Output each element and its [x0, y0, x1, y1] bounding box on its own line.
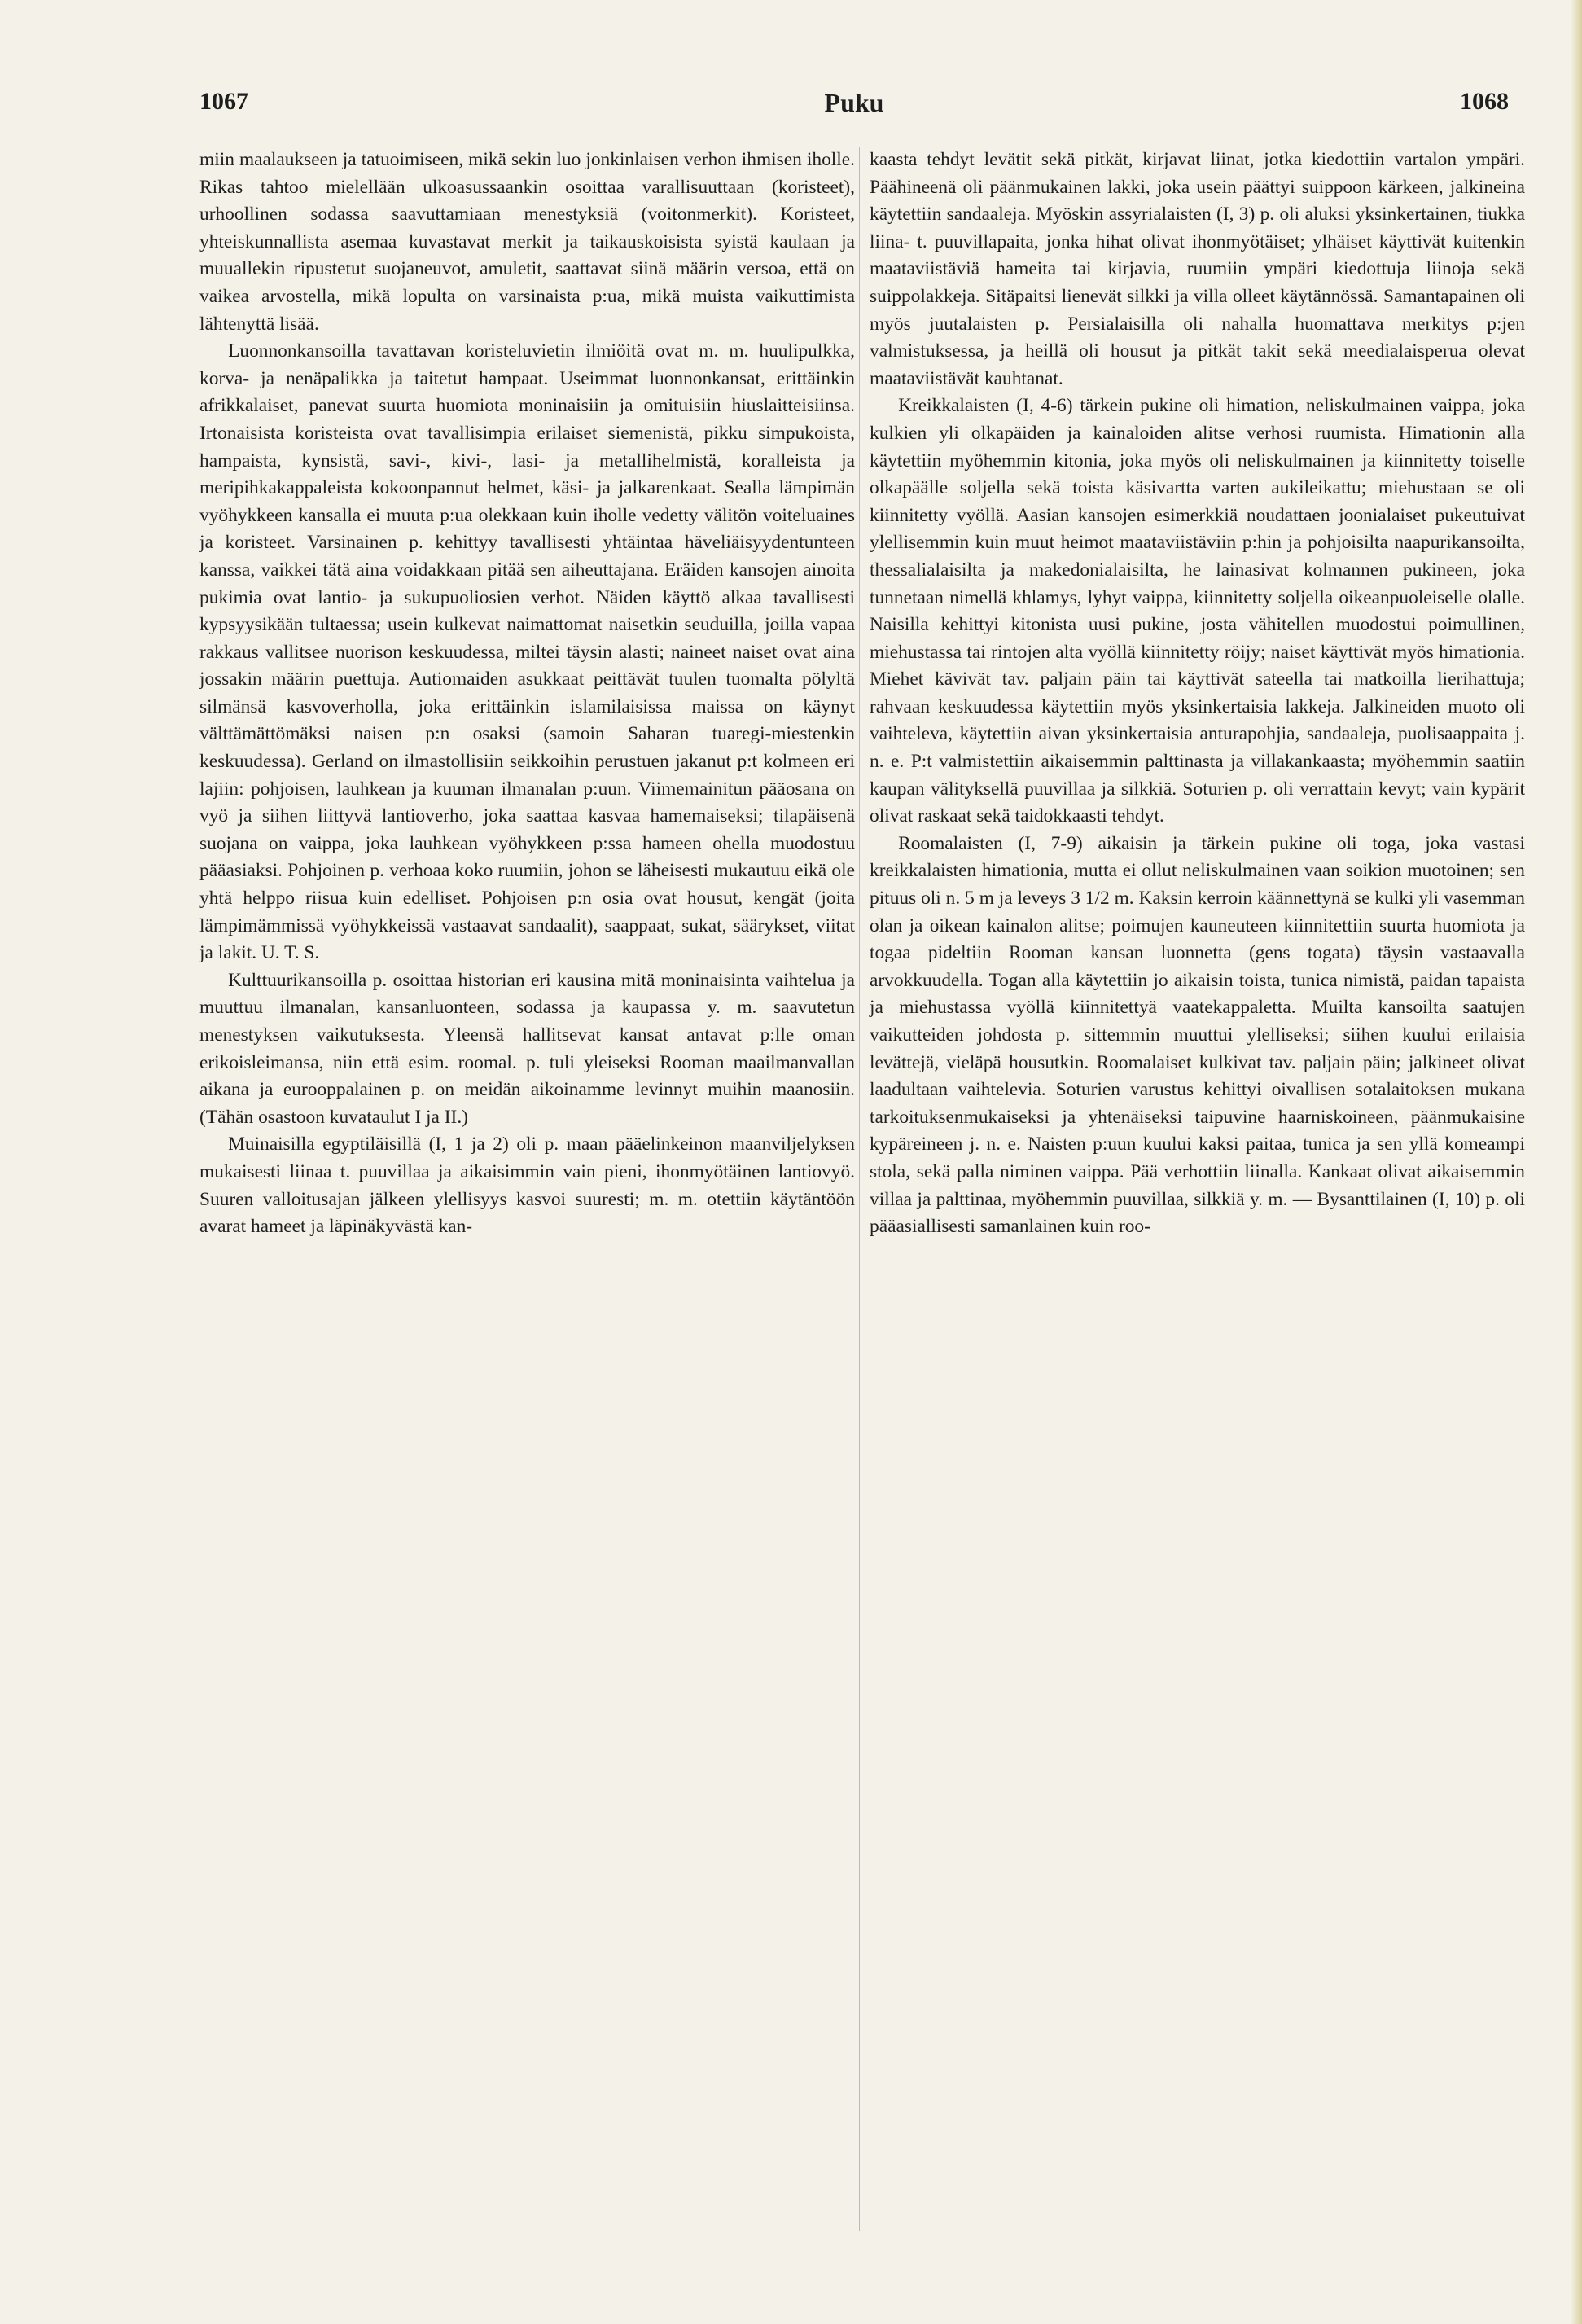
paragraph: Muinaisilla egyptiläisillä (I, 1 ja 2) oli p. maan pääelinkeinon maanviljelyksen mukaisesti liinaa t. puuvillaa ja aikaisimmin vain pieni, ihonmyötäinen lantiovyö. Suuren valloitusajan jälkeen ylellisyys kasvoi suuresti; m. m. otettiin käytäntöön avarat hameet ja läpinäkyvästä kan- — [199, 1133, 855, 1238]
page-header — [199, 88, 1509, 124]
paragraph: Roomalaisten (I, 7-9) aikaisin ja tärkein pukine oli toga, joka vastasi kreikkalaisten himationia, mutta ei ollut neliskulmainen vaan soikion muotoinen; sen pituus oli n. 5 m ja leveys 3 1/2 m. Kaksin kerroin käännettynä se kulki yli vasemman olan ja oikean kainalon alitse; poimujen kauneuteen kiinnitettiin suurta huomiota ja togaa pideltiin Rooman kansan luonnetta (gens togata) täysin vastaavalla arvokkuudella. Togan alla käytettiin jo aikaisin toista, tunica nimistä, paidan tapaista ja miehustassa vyöllä kiinnitettyä vaatekappaletta. Muilta kansoilta saatujen vaikutteiden johdosta p. sittemmin muuttui ylelliseksi; siihen kuului erilaisia levättejä, vieläpä housutkin. Roomalaiset kulkivat tav. paljain päin; jalkineet olivat laadultaan vaihtelevia. Soturien varustus kehittyi oivallisen sotalaitoksen mukana tarkoituksenmukaiseksi ja yhtenäiseksi taipuvine haarniskoineen, päänmukaisine kypäreineen j. n. e. Naisten p:uun kuului kaksi paitaa, tunica ja sen yllä komeampi stola, sekä palla niminen vaippa. Pää verhottiin liinalla. Kankaat olivat aikaisemmin villaa ja palttinaa, myöhemmin puuvillaa, silkkiä y. m. — Bysanttilainen (I, 10) p. oli pääasiallisesti samanlainen kuin roo- — [870, 832, 1525, 1238]
page-edge — [1571, 0, 1582, 2324]
right-column — [870, 147, 1525, 1241]
left-column — [199, 147, 855, 1241]
running-title: Puku — [824, 88, 884, 117]
paragraph: Luonnonkansoilla tavattavan koristeluvietin ilmiöitä ovat m. m. huulipulkka, korva- ja nenäpalikka ja taitetut hampaat. Useimmat luonnonkansat, erittäinkin afrikkalaiset, panevat suurta huomiota moninaisiin ja omituisiin hiuslaitteisiinsa. Irtonaisista koristeista ovat tavallisimpia erilaiset siemenistä, pikku simpukoista, hampaista, kynsistä, savi-, kivi-, lasi- ja metallihelmistä, koralleista ja meripihkakappaleista kokoonpannut helmet, käsi- ja jalkarenkaat. Sealla lämpimän vyöhykkeen kansalla ei muuta p:ua olekkaan kuin iholle vedetty välitön voiteluaines ja koristeet. Varsinainen p. kehittyy tavallisesti yhtäintaa häveliäisyydentunteen kanssa, vaikkei tätä aina voidakkaan pitää sen aiheuttajana. Eräiden kansojen ainoita pukimia ovat lantio- ja sukupuoliosien verhot. Näiden käyttö alkaa tavallisesti kypsyysikään tultaessa; usein kulkevat naimattomat naisetkin seuduilla, joilla vapaa rakkaus vallitsee nuorison keskuudessa, miltei täysin alasti; naineet naiset ovat aina jossakin määrin puettuja. Autiomaiden asukkaat peittävät tuulen tuomalta pölyltä silmänsä kasvoverholla, joka erittäinkin islamilaisissa maissa on käynyt välttämättömäksi naisen p:n osaksi (samoin Saharan tuaregi-miestenkin keskuudessa). Gerland on ilmastollisiin seikkoihin perustuen jakanut p:t kolmeen eri lajiin: pohjoisen, lauhkean ja kuuman ilmanalan p:uun. Viimemainitun pääosana on vyö ja siihen liittyvä lantioverho, joka saattaa kasvaa hamemaiseksi; tilapäisenä suojana on vaippa, joka lauhkean vyöhykkeen p:ssa hameen ohella muodostuu pääasiaksi. Pohjoinen p. verhoaa koko ruumiin, johon se läheisesti mukautuu eikä ole yhtä helppo riisua kuin edelliset. Pohjoisen p:n osia ovat housut, kengät (joita lämpimämmissä vyöhykkeissä vastaavat sandaalit), saappaat, sukat, säärykset, viitat ja lakit. U. T. S. — [199, 340, 855, 964]
column-divider — [859, 147, 860, 2231]
paragraph: Kreikkalaisten (I, 4-6) tärkein pukine oli himation, neliskulmainen vaippa, joka kulkien yli olkapäiden ja kainaloiden alitse verhosi ruumista. Himationin alla käytettiin myöhemmin kitonia, joka myös oli neliskulmainen ja kiinnitetty toiselle olkapäälle soljella sekä toista käsivartta varten aukileikattu; miehustaan se oli kiinnitetty vyöllä. Aasian kansojen esimerkkiä noudattaen joonialaiset pukeutuivat ylellisemmin kuin muut heimot maataviistäviin p:hin ja pohjoisilta naapurikansoilta, thessalialaisilta ja makedonialaisilta, he lainasivat kolmannen pukineen, joka tunnetaan nimellä khlamys, lyhyt vaippa, kiinnitetty soljella oikeanpuoleiselle olalle. Naisilla kehittyi kitonista uusi pukine, josta vähitellen muodostui poimullinen, miehustassa tai rintojen alta vyöllä kiinnitetty röijy; naiset käyttivät myös himationia. Miehet kävivät tav. paljain päin tai käyttivät sateella tai matkoilla lierihattuja; rahvaan keskuudessa käytettiin myös yksinkertaisia lakkeja. Jalkineiden muoto oli vaihteleva, käytettiin aivan yksinkertaisia anturapohjia, sandaaleja, puolisaappaita j. n. e. P:t valmistettiin aikaisemmin palttinasta ja villakankaasta; myöhemmin saatiin kaupan välityksellä puuvillaa ja silkkiä. Soturien p. oli verrattain kevyt; vain kypärit olivat raskaat sekä taidokkaasti tehdyt. — [870, 395, 1525, 827]
paragraph: Kulttuurikansoilla p. osoittaa historian eri kausina mitä moninaisinta vaihtelua ja muuttuu ilmanalan, kansanluonteen, sodassa ja kaupassa y. m. saavutetun menestyksen vaikutuksesta. Yleensä hallitsevat kansat antavat p:lle oman erikoisleimansa, niin että esim. roomal. p. tuli yleiseksi Rooman maailmanvallan aikana ja eurooppalainen p. on meidän aikoinamme levinnyt muihin maanosiin. (Tähän osastoon kuvataulut I ja II.) — [199, 969, 855, 1128]
right-page-number: 1068 — [1460, 88, 1509, 115]
paragraph: miin maalaukseen ja tatuoimiseen, mikä sekin luo jonkinlaisen verhon ihmisen iholle. Rikas tahtoo mielellään ulkoasussaankin osoittaa varallisuuttaan (koristeet), urhoollinen sodassa saavuttamiaan menestyksiä (voitonmerkit). Koristeet, yhteiskunnallista asemaa kuvastavat merkit ja taikauskoisista syistä kaulaan ja muuallekin ripustetut suojaneuvot, amuletit, saattavat siinä määrin versoa, että on vaikea arvostella, mikä lopulta on varsinaista p:ua, mikä muista vaikuttimista lähtenyttä lisää. — [199, 149, 855, 335]
paragraph: kaasta tehdyt levätit sekä pitkät, kirjavat liinat, jotka kiedottiin vartalon ympäri. Päähineenä oli päänmukainen lakki, joka usein päättyi suippoon kärkeen, jalkineina käytettiin sandaaleja. Myöskin assyrialaisten (I, 3) p. oli aluksi yksinkertainen, tiukka liina- t. puuvillapaita, jonka hihat olivat ihonmyötäiset; ylhäiset käyttivät kuitenkin maataviistäviä hameita tai kirjavia, ruumiin ympäri kiedottuja liinoja sekä suippolakkeja. Sitäpaitsi lienevät silkki ja villa olleet käytännössä. Samantapainen oli myös juutalaisten p. Persialaisilla oli nahalla huomattava merkitys p:jen valmistuksessa, ja heillä oli housut ja pitkät takit sekä meedialaisperua olevat maataviistävät kauhtanat. — [870, 149, 1525, 389]
left-page-number: 1067 — [199, 88, 248, 115]
